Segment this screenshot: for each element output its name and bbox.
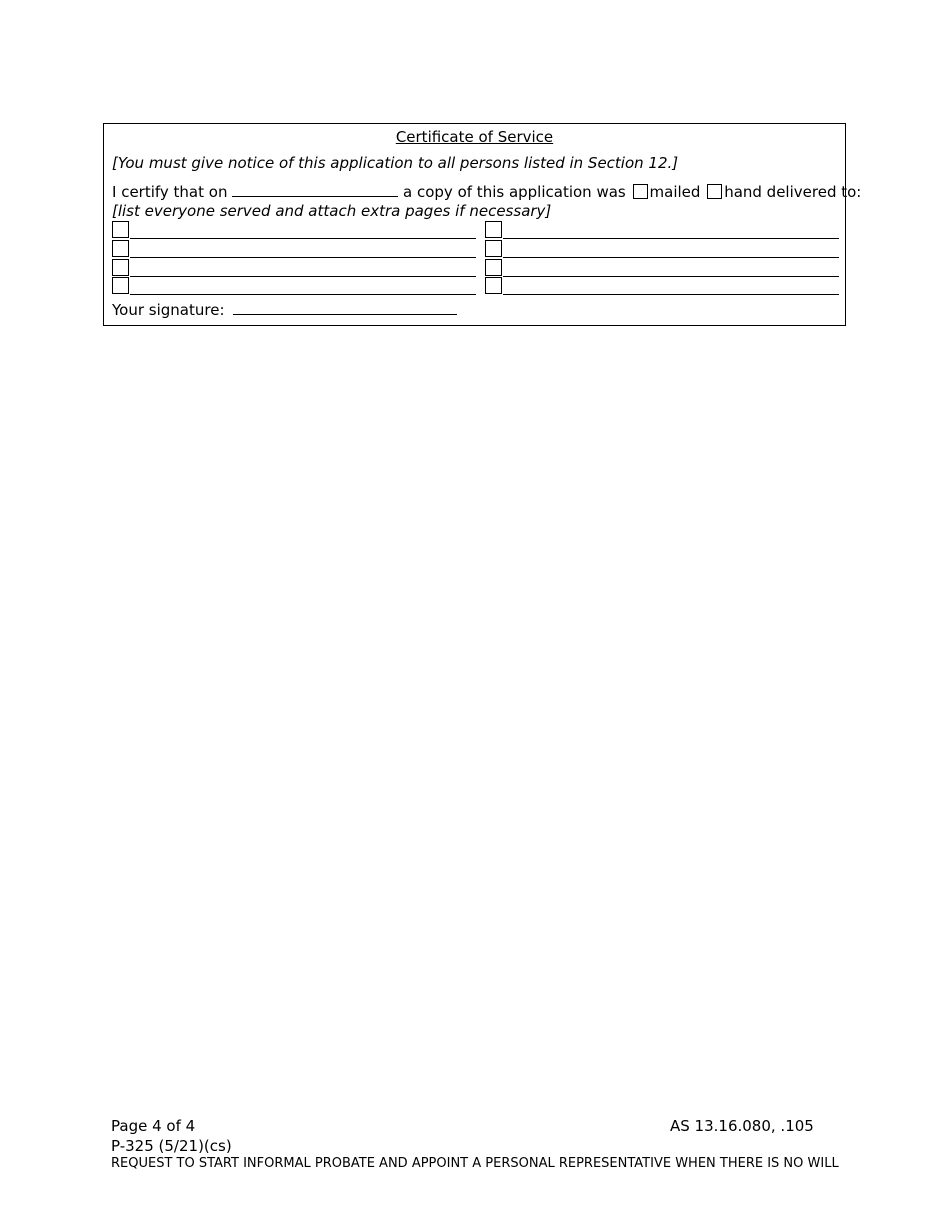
served-person-row	[485, 259, 839, 277]
certify-prefix: I certify that on	[112, 183, 228, 201]
copy-text: a copy of this application was	[403, 183, 626, 201]
certify-line	[112, 182, 861, 201]
served-checkbox[interactable]	[112, 221, 129, 238]
served-person-row	[112, 259, 476, 277]
certificate-title: Certificate of Service	[395, 128, 554, 146]
hand-delivered-checkbox[interactable]	[707, 184, 722, 199]
signature-line	[112, 300, 457, 319]
served-checkbox[interactable]	[112, 259, 129, 276]
served-person-row	[112, 277, 476, 295]
served-name-field[interactable]	[130, 238, 476, 239]
served-name-field[interactable]	[503, 238, 839, 239]
served-checkbox[interactable]	[485, 259, 502, 276]
served-name-field[interactable]	[130, 294, 476, 295]
served-checkbox[interactable]	[485, 277, 502, 294]
served-checkbox[interactable]	[112, 277, 129, 294]
served-person-row	[485, 277, 839, 295]
list-instruction: [list everyone served and attach extra pages if necessary]	[112, 202, 552, 220]
certificate-of-service-box	[103, 123, 862, 326]
served-person-row	[112, 221, 476, 239]
served-name-field[interactable]	[503, 294, 839, 295]
served-checkbox[interactable]	[485, 240, 502, 257]
mailed-label: mailed	[649, 183, 701, 201]
service-date-field[interactable]	[232, 182, 398, 197]
served-name-field[interactable]	[503, 257, 839, 258]
form-number: P-325 (5/21)(cs)	[111, 1137, 232, 1155]
signature-field[interactable]	[233, 300, 457, 315]
signature-label: Your signature:	[112, 301, 225, 319]
hand-delivered-label: hand delivered to:	[724, 183, 862, 201]
served-person-row	[485, 221, 839, 239]
page-number: Page 4 of 4	[111, 1117, 196, 1135]
served-name-field[interactable]	[130, 257, 476, 258]
form-title: REQUEST TO START INFORMAL PROBATE AND APPOINT A PERSONAL REPRESENTATIVE WHEN THERE IS NO WILL	[111, 1156, 839, 1171]
mailed-checkbox[interactable]	[633, 184, 648, 199]
served-checkbox[interactable]	[112, 240, 129, 257]
served-person-row	[112, 240, 476, 258]
served-checkbox[interactable]	[485, 221, 502, 238]
statute-reference: AS 13.16.080, .105	[670, 1117, 814, 1135]
served-person-row	[485, 240, 839, 258]
notice-text: [You must give notice of this application to all persons listed in Section 12.]	[112, 154, 679, 172]
